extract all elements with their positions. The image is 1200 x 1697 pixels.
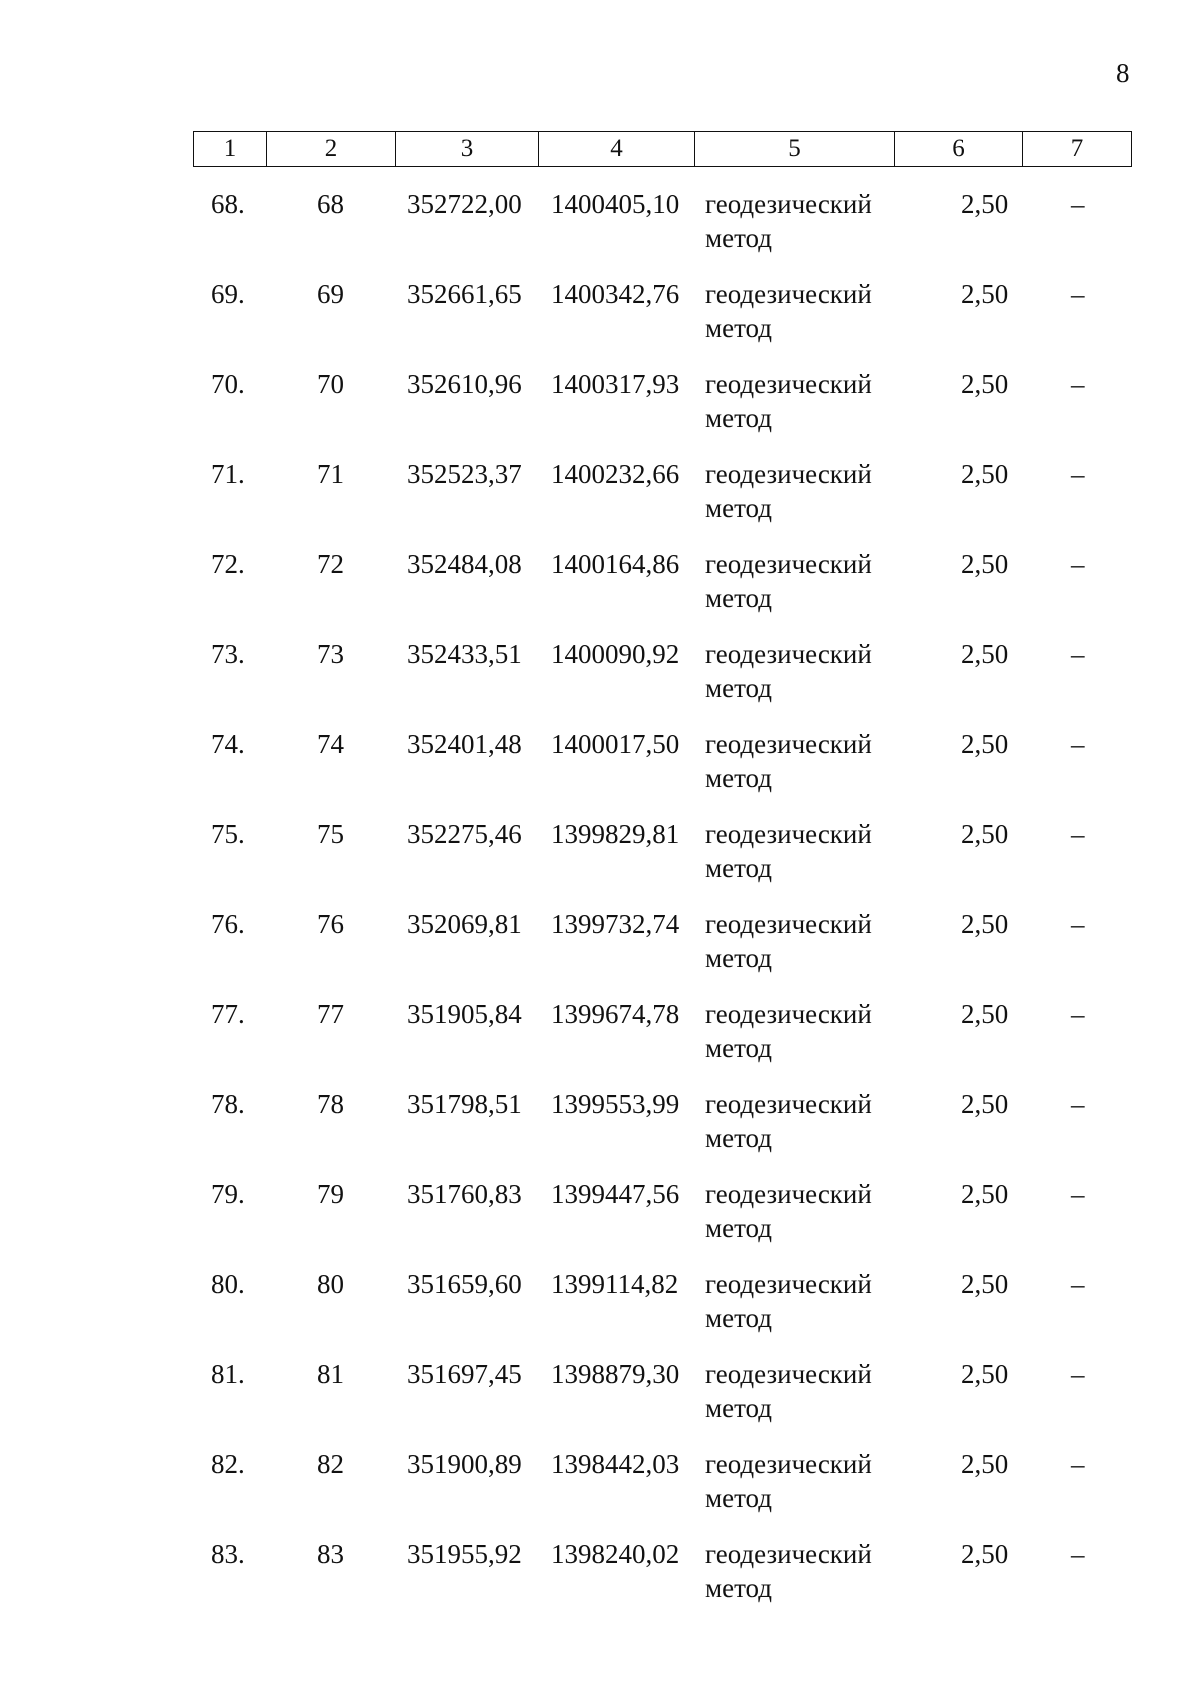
cell-coord-x: 352401,48 [407,729,522,759]
cell-note: – [1071,549,1085,579]
table-row [193,277,1132,367]
cell-method: геодезический метод [705,549,872,613]
cell-coord-x: 351760,83 [407,1179,522,1209]
cell-method: геодезический метод [705,1179,872,1243]
cell-method: геодезический метод [705,369,872,433]
cell-note: – [1071,1359,1085,1389]
cell-method: геодезический метод [705,1269,872,1333]
cell-coord-x: 351798,51 [407,1089,522,1119]
cell-row-number: 69. [211,279,245,309]
cell-point-id: 78 [317,1089,344,1119]
cell-coord-x: 352484,08 [407,549,522,579]
cell-coord-x: 352523,37 [407,459,522,489]
cell-row-number: 73. [211,639,245,669]
cell-accuracy: 2,50 [961,909,1009,939]
cell-coord-y: 1399732,74 [551,909,680,939]
cell-coord-y: 1399674,78 [551,999,680,1029]
cell-method: геодезический метод [705,819,872,883]
cell-point-id: 73 [317,639,344,669]
cell-coord-x: 352610,96 [407,369,522,399]
page-number: 8 [1116,58,1130,88]
cell-method: геодезический метод [705,729,872,793]
cell-row-number: 74. [211,729,245,759]
table-row [193,817,1132,907]
cell-note: – [1071,1449,1085,1479]
cell-row-number: 77. [211,999,245,1029]
cell-accuracy: 2,50 [961,1359,1009,1389]
cell-coord-y: 1400017,50 [551,729,680,759]
cell-row-number: 71. [211,459,245,489]
cell-row-number: 70. [211,369,245,399]
cell-note: – [1071,1539,1085,1569]
cell-coord-x: 352069,81 [407,909,522,939]
cell-point-id: 74 [317,729,344,759]
cell-note: – [1071,1269,1085,1299]
cell-coord-y: 1400232,66 [551,459,680,489]
cell-method: геодезический метод [705,1539,872,1603]
table-row [193,457,1132,547]
cell-point-id: 81 [317,1359,344,1389]
cell-point-id: 82 [317,1449,344,1479]
cell-coord-y: 1399829,81 [551,819,680,849]
cell-coord-y: 1398442,03 [551,1449,680,1479]
header-cell-5: 5 [695,132,895,166]
cell-coord-y: 1400164,86 [551,549,680,579]
cell-accuracy: 2,50 [961,1539,1009,1569]
cell-accuracy: 2,50 [961,549,1009,579]
cell-point-id: 71 [317,459,344,489]
cell-note: – [1071,639,1085,669]
cell-row-number: 68. [211,189,245,219]
cell-note: – [1071,729,1085,759]
cell-accuracy: 2,50 [961,1269,1009,1299]
cell-coord-y: 1398879,30 [551,1359,680,1389]
cell-accuracy: 2,50 [961,369,1009,399]
table-row [193,1267,1132,1357]
table-row [193,187,1132,277]
cell-method: геодезический метод [705,189,872,253]
table-body [193,187,1132,1627]
cell-row-number: 81. [211,1359,245,1389]
cell-note: – [1071,1179,1085,1209]
cell-row-number: 76. [211,909,245,939]
cell-note: – [1071,819,1085,849]
cell-row-number: 79. [211,1179,245,1209]
cell-row-number: 75. [211,819,245,849]
cell-point-id: 76 [317,909,344,939]
cell-accuracy: 2,50 [961,1179,1009,1209]
cell-point-id: 77 [317,999,344,1029]
cell-row-number: 78. [211,1089,245,1119]
table-row [193,997,1132,1087]
table-row [193,367,1132,457]
cell-coord-x: 351905,84 [407,999,522,1029]
cell-method: геодезический метод [705,1089,872,1153]
cell-method: геодезический метод [705,1359,872,1423]
table-row [193,547,1132,637]
table-row [193,637,1132,727]
cell-note: – [1071,189,1085,219]
cell-row-number: 82. [211,1449,245,1479]
cell-coord-x: 352722,00 [407,189,522,219]
cell-accuracy: 2,50 [961,729,1009,759]
cell-method: геодезический метод [705,639,872,703]
cell-coord-x: 352661,65 [407,279,522,309]
table-row [193,1447,1132,1537]
header-cell-1: 1 [194,132,267,166]
cell-point-id: 79 [317,1179,344,1209]
cell-accuracy: 2,50 [961,999,1009,1029]
cell-note: – [1071,909,1085,939]
cell-method: геодезический метод [705,1449,872,1513]
cell-coord-y: 1400317,93 [551,369,680,399]
table-row [193,1357,1132,1447]
cell-note: – [1071,1089,1085,1119]
cell-accuracy: 2,50 [961,1449,1009,1479]
cell-note: – [1071,999,1085,1029]
cell-method: геодезический метод [705,909,872,973]
cell-coord-x: 351659,60 [407,1269,522,1299]
cell-note: – [1071,279,1085,309]
cell-coord-y: 1399114,82 [551,1269,679,1299]
cell-coord-x: 351697,45 [407,1359,522,1389]
cell-method: геодезический метод [705,279,872,343]
cell-coord-y: 1400405,10 [551,189,680,219]
cell-coord-x: 352275,46 [407,819,522,849]
cell-accuracy: 2,50 [961,459,1009,489]
cell-coord-y: 1399447,56 [551,1179,680,1209]
cell-accuracy: 2,50 [961,639,1009,669]
table-row [193,1537,1132,1627]
cell-accuracy: 2,50 [961,1089,1009,1119]
cell-coord-x: 351900,89 [407,1449,522,1479]
header-cell-7: 7 [1070,135,1084,162]
cell-coord-x: 352433,51 [407,639,522,669]
cell-coord-y: 1400342,76 [551,279,680,309]
table-row [193,1177,1132,1267]
table-header [193,131,1132,167]
cell-point-id: 70 [317,369,344,399]
cell-point-id: 68 [317,189,344,219]
cell-coord-x: 351955,92 [407,1539,522,1569]
header-cell-6: 6 [895,132,1023,166]
header-cell-2: 2 [267,132,396,166]
cell-point-id: 75 [317,819,344,849]
cell-coord-y: 1398240,02 [551,1539,680,1569]
cell-coord-y: 1399553,99 [551,1089,680,1119]
cell-accuracy: 2,50 [961,819,1009,849]
cell-accuracy: 2,50 [961,189,1009,219]
cell-accuracy: 2,50 [961,279,1009,309]
cell-point-id: 80 [317,1269,344,1299]
header-cell-3: 3 [396,132,539,166]
table-row [193,727,1132,817]
header-cell-4: 4 [539,132,695,166]
cell-point-id: 69 [317,279,344,309]
cell-note: – [1071,369,1085,399]
table-row [193,907,1132,997]
cell-coord-y: 1400090,92 [551,639,680,669]
cell-point-id: 83 [317,1539,344,1569]
table-row [193,1087,1132,1177]
cell-row-number: 80. [211,1269,245,1299]
cell-row-number: 72. [211,549,245,579]
cell-row-number: 83. [211,1539,245,1569]
cell-note: – [1071,459,1085,489]
cell-point-id: 72 [317,549,344,579]
cell-method: геодезический метод [705,459,872,523]
cell-method: геодезический метод [705,999,872,1063]
